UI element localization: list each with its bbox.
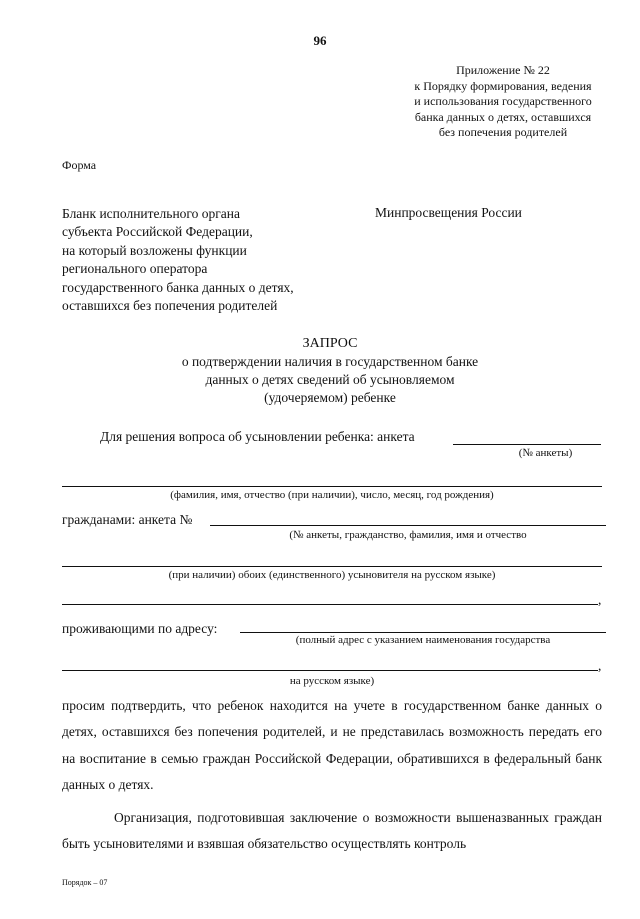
appendix-line: Приложение № 22 (456, 63, 550, 77)
issuer-line: государственного банка данных о детях, (62, 279, 294, 295)
request-heading: ЗАПРОС (302, 336, 358, 351)
citizens-info-field[interactable] (210, 525, 606, 526)
appendix-line: к Порядку формирования, ведения (414, 78, 592, 93)
issuer-block (62, 205, 294, 315)
address-label: проживающими по адресу: (62, 621, 218, 636)
questionnaire-number-caption: (№ анкеты) (518, 447, 573, 459)
address-field[interactable] (240, 632, 606, 633)
body-paragraph: Организация, подготовившая заключение о возможности вышеназванных граждан быть усыновителями и взявшая обязательство осуществлять контроль (62, 810, 602, 852)
issuer-line: оставшихся без попечения родителей (62, 298, 278, 314)
request-subtitle-line: (удочеряемом) ребенке (264, 390, 396, 405)
request-subtitle-line: данных о детях сведений об усыновляемом (205, 372, 455, 387)
child-name-field[interactable] (62, 486, 602, 487)
address-caption: (полный адрес с указанием наименования государства (295, 634, 551, 646)
citizens-info-caption: (№ анкеты, гражданство, фамилия, имя и отчество (289, 529, 527, 541)
body-paragraph: просим подтвердить, что ребенок находится на учете в государственном банке данных о детях, оставшихся без попечения родителей, и не представилась возможность передать его на воспитание в семью граждан Российской Федерации, обратившихся в федеральный банк данных о детях. (62, 698, 602, 792)
page-number: 96 (313, 33, 327, 48)
appendix-line: и использования государственного (414, 94, 592, 108)
issuer-line: Бланк исполнительного органа (62, 206, 240, 221)
adopters-field-continued[interactable] (62, 604, 598, 605)
citizens-label: гражданами: анкета № (62, 512, 193, 527)
adopters-caption: (при наличии) обоих (единственного) усыновителя на русском языке) (168, 569, 496, 581)
recipient-name: Минпросвещения России (375, 205, 522, 220)
request-title (0, 335, 640, 407)
address-field-continued[interactable] (62, 670, 598, 671)
adopters-field[interactable] (62, 566, 602, 567)
appendix-line: без попечения родителей (438, 125, 568, 139)
child-name-caption: (фамилия, имя, отчество (при наличии), число, месяц, год рождения) (170, 489, 494, 501)
address-language-caption: на русском языке) (289, 675, 375, 687)
issuer-line: на который возложены функции (62, 242, 247, 258)
body-text (62, 693, 602, 858)
form-label: Форма (62, 158, 97, 172)
request-subtitle-line: о подтверждении наличия в государственном банке (181, 354, 479, 369)
questionnaire-label: Для решения вопроса об усыновлении ребенка: анкета (100, 429, 415, 444)
comma-mark: , (598, 658, 602, 673)
issuer-line: субъекта Российской Федерации, (62, 224, 253, 240)
questionnaire-number-field[interactable] (453, 444, 601, 445)
footer-code: Порядок – 07 (62, 878, 108, 887)
appendix-header (398, 63, 608, 141)
appendix-line: банка данных о детях, оставшихся (414, 109, 592, 124)
comma-mark: , (598, 592, 602, 607)
issuer-line: регионального оператора (62, 261, 208, 277)
